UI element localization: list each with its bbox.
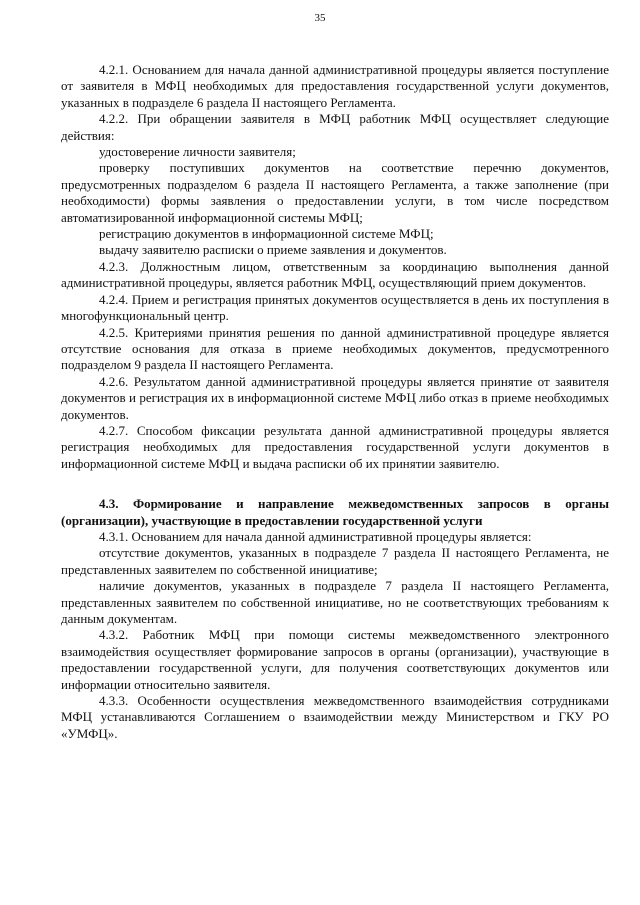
condition-item-absence: отсутствие документов, указанных в подразделе 7 раздела II настоящего Регламента, не представленных заявителем по собственной инициативе;	[61, 545, 609, 577]
condition-item-presence: наличие документов, указанных в подразделе 7 раздела II настоящего Регламента, представленных заявителем по собственной инициативе, но не соответствующих требованиям к данным документам.	[61, 578, 609, 626]
paragraph-4-2-7: 4.2.7. Способом фиксации результата данной административной процедуры является регистрация необходимых для предоставления государственной услуги документов в информационной системе МФЦ и выдача расписки об их принятии заявителю.	[61, 422, 609, 471]
paragraph-4-3-2: 4.3.2. Работник МФЦ при помощи системы межведомственного электронного взаимодействия осуществляет формирование запросов в органы (организации), участвующие в предоставлении государственной услуги, для получения соответствующих документов или информации относительно заявителя.	[61, 627, 609, 692]
paragraph-4-2-6: 4.2.6. Результатом данной административной процедуры является принятие от заявителя документов и регистрация их в информационной системе МФЦ либо отказ в приеме необходимых документов.	[61, 373, 609, 422]
action-item-receipt: выдачу заявителю расписки о приеме заявления и документов.	[99, 242, 447, 258]
document-body	[61, 62, 609, 742]
section-4-3	[61, 496, 609, 742]
paragraph-4-2-2: 4.2.2. При обращении заявителя в МФЦ работник МФЦ осуществляет следующие действия:	[61, 111, 609, 143]
paragraph-4-3-3: 4.3.3. Особенности осуществления межведомственного взаимодействия сотрудниками МФЦ устанавливаются Соглашением о взаимодействии между Министерством и ГКУ РО «УМФЦ».	[61, 693, 609, 741]
action-item-registration: регистрацию документов в информационной системе МФЦ;	[99, 226, 434, 242]
paragraph-4-2-5: 4.2.5. Критериями принятия решения по данной административной процедуре является отсутствие основания для отказа в приеме необходимых документов, предусмотренного подразделом 9 раздела II настоящего Регламента.	[61, 324, 609, 373]
paragraph-4-2-4: 4.2.4. Прием и регистрация принятых документов осуществляется в день их поступления в многофункциональный центр.	[61, 291, 609, 324]
page-number: 35	[314, 12, 326, 24]
section-4-2	[61, 62, 609, 472]
paragraph-4-2-1: 4.2.1. Основанием для начала данной административной процедуры является поступление от заявителя в МФЦ необходимых для предоставления государственной услуги документов, указанных в подразделе 6 раздела II настоящего Регламента.	[61, 62, 609, 110]
action-item-check-documents: проверку поступивших документов на соответствие перечню документов, предусмотренных подразделом 6 раздела II настоящего Регламента, а также заполнение (при необходимости) формы заявления о предоставлении услуги, в том числе посредством автоматизированной информационной системы МФЦ;	[61, 160, 609, 225]
paragraph-4-2-3: 4.2.3. Должностным лицом, ответственным за координацию выполнения данной административной процедуры, является работник МФЦ, осуществляющий прием документов.	[61, 258, 609, 291]
paragraph-4-3-1: 4.3.1. Основанием для начала данной административной процедуры является:	[99, 528, 532, 544]
section-heading-4-3: 4.3. Формирование и направление межведомственных запросов в органы (организации), участвующие в предоставлении государственной услуги	[61, 496, 609, 528]
action-item-identity: удостоверение личности заявителя;	[99, 144, 296, 160]
